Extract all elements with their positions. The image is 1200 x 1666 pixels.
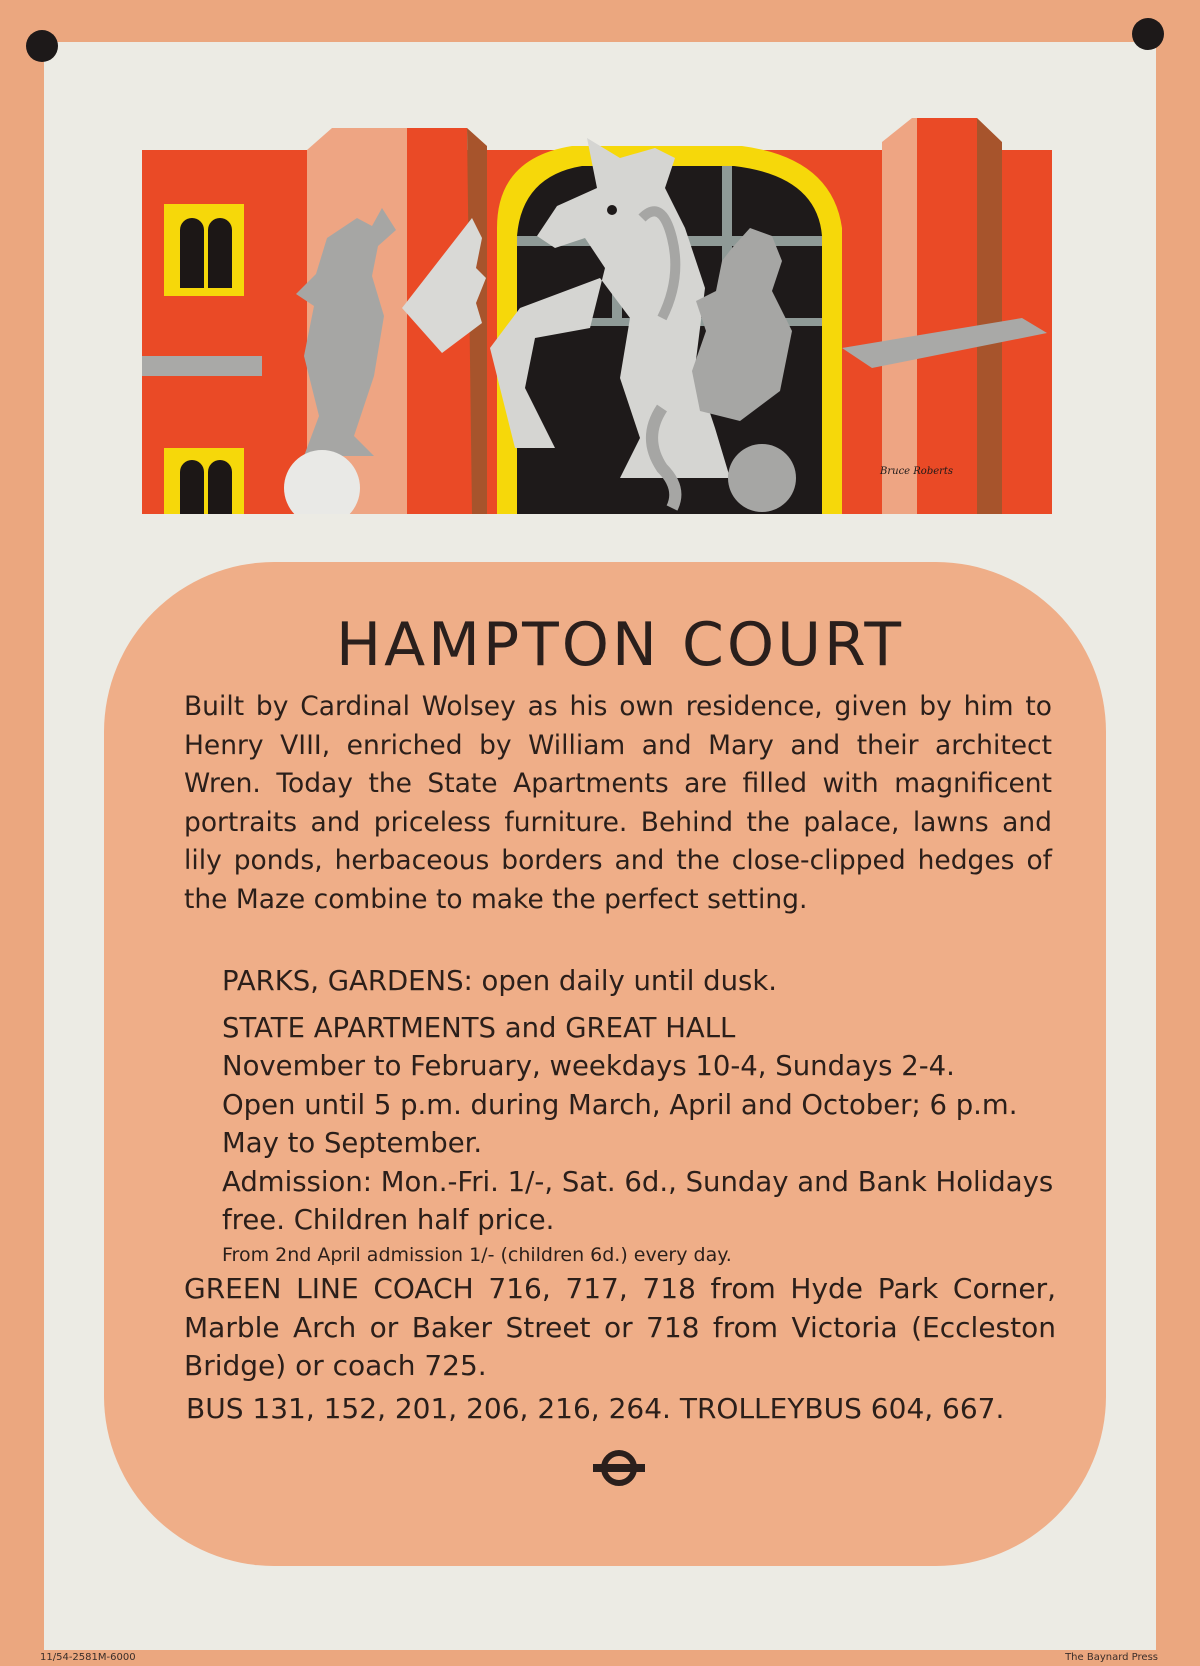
london-transport-roundel-icon: [593, 1448, 645, 1488]
drawing-pin-icon: [26, 30, 58, 62]
heraldic-beasts-illustration: [142, 118, 1052, 514]
print-code: 11/54-2581M-6000: [40, 1652, 136, 1663]
bus-info: BUS 131, 152, 201, 206, 216, 264. TROLLEYBUS 604, 667.: [186, 1392, 1005, 1425]
summer-hours: Open until 5 p.m. during March, April and October; 6 p.m. May to September.: [222, 1088, 1018, 1159]
state-apartments-heading: STATE APARTMENTS and GREAT HALL: [222, 1011, 736, 1044]
page-title: HAMPTON COURT: [336, 610, 904, 680]
coach-info: GREEN LINE COACH 716, 717, 718 from Hyde Park Corner, Marble Arch or Baker Street or 718 from Victoria (Eccleston Bridge) or coach 725.: [184, 1272, 1056, 1382]
drawing-pin-icon: [1132, 18, 1164, 50]
admission-prices: Admission: Mon.-Fri. 1/-, Sat. 6d., Sunday and Bank Holidays free. Children half price.: [222, 1165, 1054, 1236]
opening-hours: [222, 962, 1060, 1270]
winter-hours: November to February, weekdays 10-4, Sundays 2-4.: [222, 1050, 955, 1082]
intro-text: Built by Cardinal Wolsey as his own residence, given by him to Henry VIII, enriched by William and Mary and their architect Wren. Today the State Apartments are filled with magnificent portraits and priceless furniture. Behind the palace, lawns and lily ponds, herbaceous borders and the close-clipped hedges of the Maze combine to make the perfect setting.: [184, 691, 1052, 915]
artist-signature: Bruce Roberts: [880, 466, 954, 477]
parks-hours: PARKS, GARDENS: open daily until dusk.: [222, 965, 778, 997]
admission-note: From 2nd April admission 1/- (children 6d.) every day.: [222, 1243, 732, 1266]
printer-credit: The Baynard Press: [1065, 1652, 1158, 1663]
